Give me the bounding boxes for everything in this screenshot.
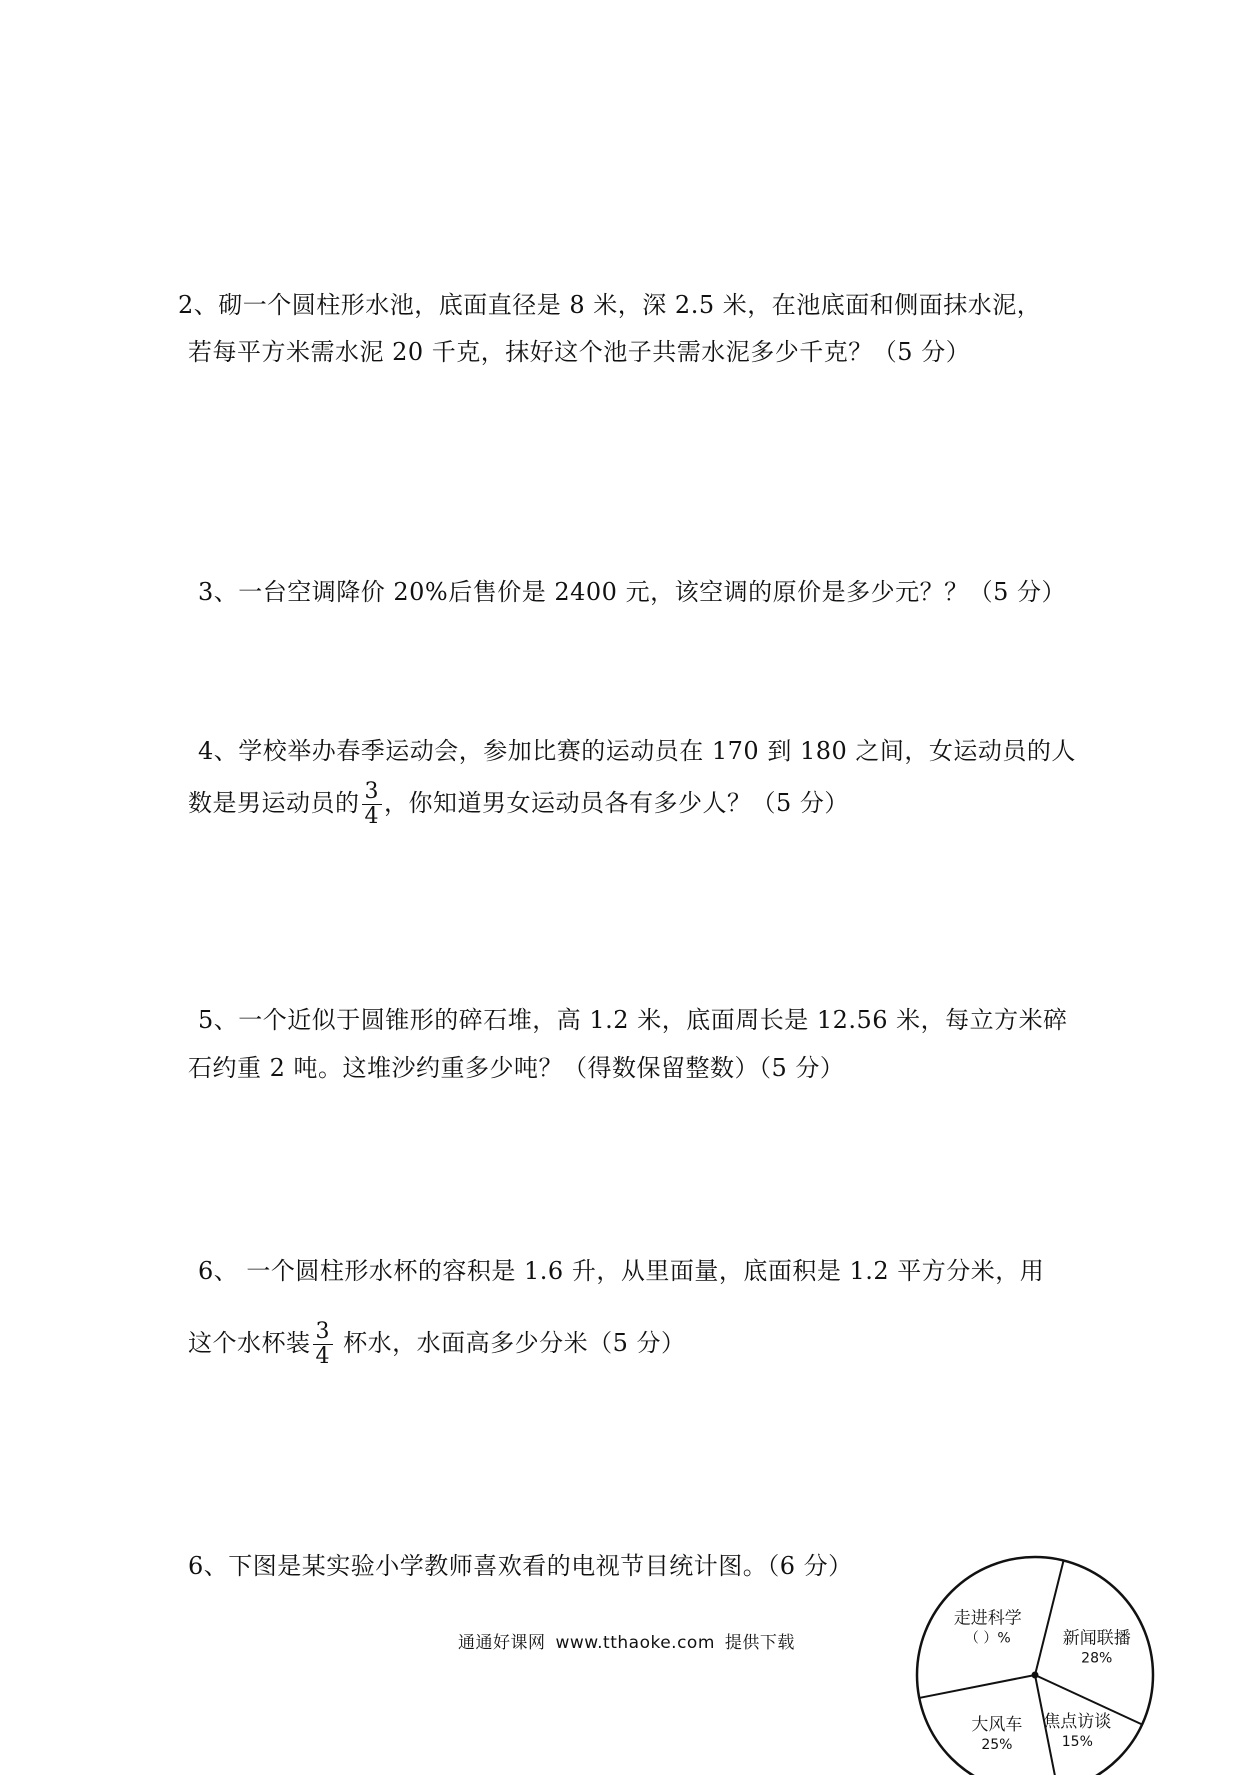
q6a-line2-before: 这个水杯装 [188, 1329, 311, 1357]
pie-slice-value: 15% [1061, 1733, 1093, 1750]
pie-slice-label: 焦点访谈 [1043, 1711, 1112, 1732]
q6a-line1: 6、 一个圆柱形水杯的容积是 1.6 升，从里面量，底面积是 1.2 平方分米，用 [198, 1257, 1045, 1285]
footer [458, 1628, 805, 1653]
q6a-fraction [313, 1320, 334, 1369]
q2-line1: 2、砌一个圆柱形水池，底面直径是 8 米，深 2.5 米，在池底面和侧面抹水泥， [178, 291, 1042, 319]
q5-line2: 石约重 2 吨。这堆沙约重多少吨？（得数保留整数）（5 分） [188, 1054, 845, 1082]
q6a-line2-after: 杯水，水面高多少分米（5 分） [335, 1329, 686, 1357]
q5-line1: 5、一个近似于圆锥形的碎石堆，高 1.2 米，底面周长是 12.56 米，每立方米碎 [198, 1006, 1068, 1034]
footer-url: www.tthaoke.com [555, 1633, 715, 1653]
pie-chart [900, 1555, 1160, 1775]
q4-line2-after: ，你知道男女运动员各有多少人？（5 分） [384, 789, 849, 817]
q4-line1: 4、学校举办春季运动会，参加比赛的运动员在 170 到 180 之间，女运动员的人 [198, 737, 1076, 765]
q4-fraction [362, 780, 383, 829]
footer-site-name: 通通好课网 [458, 1633, 546, 1653]
pie-slice-value: 28% [1081, 1650, 1113, 1667]
pie-outline [917, 1557, 1153, 1775]
q4-line2-before: 数是男运动员的 [188, 789, 360, 817]
q6b-line1: 6、下图是某实验小学教师喜欢看的电视节目统计图。（6 分） [188, 1552, 853, 1580]
q4-fraction-numerator: 3 [362, 780, 383, 805]
q4-fraction-denominator: 4 [364, 804, 379, 829]
q6a-fraction-numerator: 3 [313, 1320, 334, 1345]
q6a-fraction-denominator: 4 [315, 1344, 330, 1369]
pie-slice-label: 大风车 [971, 1714, 1023, 1735]
pie-slice-label: 新闻联播 [1062, 1628, 1131, 1649]
pie-slice-value: 25% [981, 1736, 1013, 1753]
pie-slice-label: 走进科学 [953, 1608, 1022, 1629]
q6a-line2 [188, 1320, 686, 1369]
footer-suffix: 提供下载 [724, 1633, 795, 1653]
pie-slice-value: （ ）% [964, 1630, 1011, 1647]
q4-line2 [188, 780, 849, 829]
pie-center [1032, 1672, 1039, 1679]
q3-line1: 3、一台空调降价 20%后售价是 2400 元，该空调的原价是多少元？？（5 分） [198, 578, 1066, 606]
q2-line2: 若每平方米需水泥 20 千克，抹好这个池子共需水泥多少千克？（5 分） [188, 338, 971, 366]
